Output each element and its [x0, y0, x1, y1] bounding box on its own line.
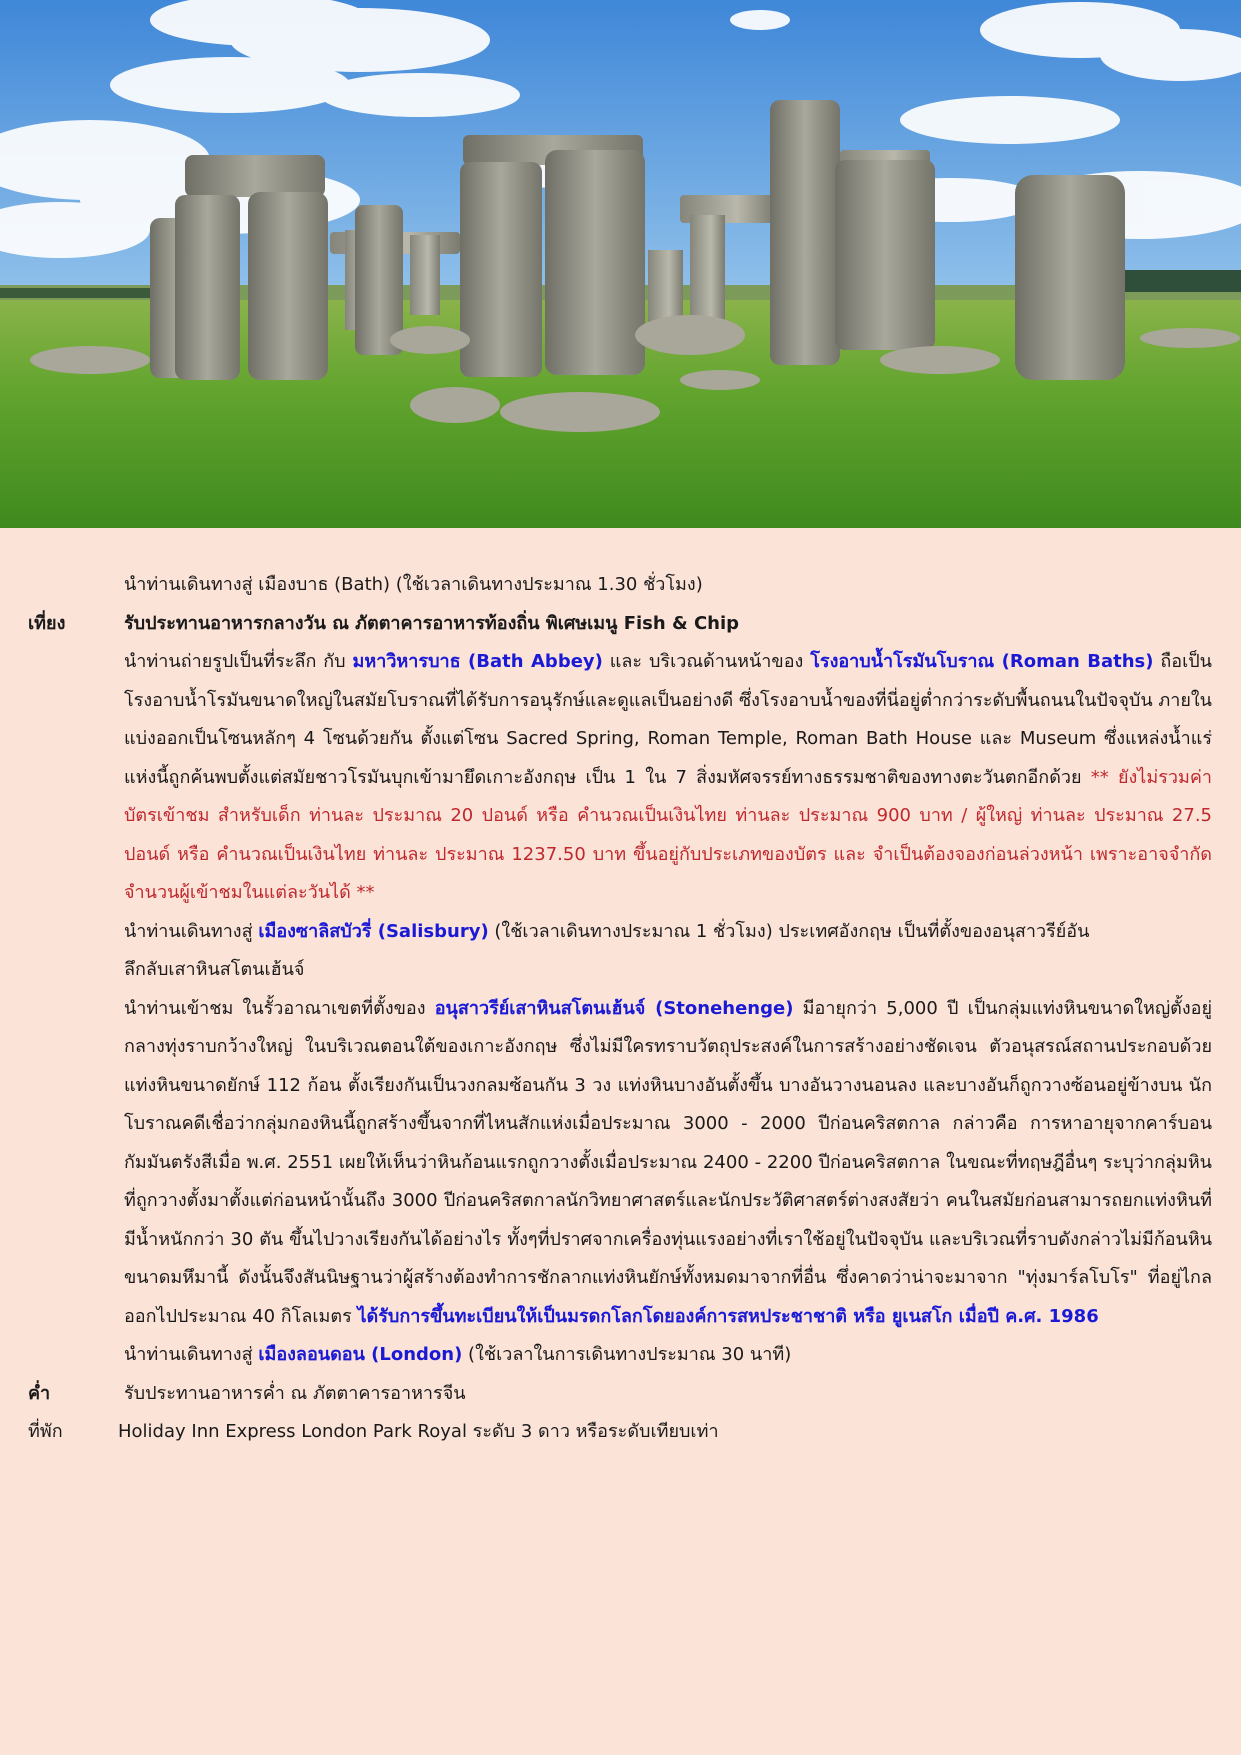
stonehenge-text-1: นำท่านเข้าชม ในรั้วอาณาเขตที่ตั้งของ — [124, 997, 435, 1019]
itinerary-row-salisbury — [28, 913, 1212, 990]
london-text-2: (ใช้เวลาในการเดินทางประมาณ 30 นาที) — [462, 1344, 792, 1365]
lunch-text: รับประทานอาหารกลางวัน ณ ภัตตาคารอาหารท้องถิ่น พิเศษเมนู Fish & Chip — [124, 612, 740, 634]
dinner-label: ค่ำ — [28, 1382, 51, 1404]
dinner-text: รับประทานอาหารค่ำ ณ ภัตตาคารอาหารจีน — [124, 1382, 466, 1404]
roman-baths-highlight: โรงอาบน้ำโรมันโบราณ (Roman Baths) — [810, 651, 1154, 672]
bath-abbey-text-3: ถือเป็นโรงอาบน้ำโรมันขนาดใหญ่ในสมัยโบราณที่ได้รับการอนุรักษ์และดูแลเป็นอย่างดี ซึ่งโรงอาบน้ำของที่นี่อยู่ต่ำกว่าระดับพื้นถนนในปัจจุบัน ภายในแบ่งออกเป็นโซนหลักๆ 4 โซนด้วยกัน ตั้งแต่โซน Sacred Spring, Roman Temple, Roman Bath House และ Museum ซึ่งแหล่งน้ำแร่แห่งนี้ถูกค้นพบตั้งแต่สมัยชาวโรมันบุกเข้ามายึดเกาะอังกฤษ เป็น 1 ใน 7 สิ่งมหัศจรรย์ทางธรรมชาติของทางตะวันตกอีกด้วย — [124, 651, 1212, 788]
itinerary-row-hotel — [28, 1413, 1212, 1452]
row-label-empty — [28, 566, 124, 605]
row-label-empty — [28, 990, 124, 1337]
stonehenge-text-2: มีอายุกว่า 5,000 ปี เป็นกลุ่มแท่งหินขนาดใหญ่ตั้งอยู่กลางทุ่งราบกว้างใหญ่ ในบริเวณตอนใต้ของเกาะอังกฤษ ซึ่งไม่มีใครทราบวัตถุประสงค์ในการสร้างอย่างชัดเจน ตัวอนุสรณ์สถานประกอบด้วยแท่งหินขนาดยักษ์ 112 ก้อน ตั้งเรียงกันเป็นวงกลมซ้อนกัน 3 วง แท่งหินบางอันตั้งขึ้น บางอันวางนอนลง และบางอันก็ถูกวางซ้อนอยู่ข้างบน นักโบราณคดีเชื่อว่ากลุ่มกองหินนี้ถูกสร้างขึ้นจากที่ไหนสักแห่งเมื่อประมาณ 3000 - 2000 ปีก่อนคริสตกาล กล่าวคือ การหาอายุจากคาร์บอนกัมมันตรังสีเมื่อ พ.ศ. 2551 เผยให้เห็นว่าหินก้อนแรกถูกวางตั้งเมื่อประมาณ 2400 - 2200 ปีก่อนคริสตกาล ในขณะที่ทฤษฎีอื่นๆ ระบุว่ากลุ่มหินที่ถูกวางตั้งมาตั้งแต่ก่อนหน้านั้นถึง 3000 ปีก่อนคริสตกาลนักวิทยาศาสตร์และนักประวัติศาสตร์ต่างสงสัยว่า คนในสมัยก่อนสามารถยกแท่งหินที่มีน้ำหนักกว่า 30 ตัน ขึ้นไปวางเรียงกันได้อย่างไร ทั้งๆที่ปราศจากเครื่องทุ่นแรงอย่างที่เราใช้อยู่ในปัจจุบัน และบริเวณที่ราบดังกล่าวไม่มีก้อนหินขนาดมหึมานี้ ดังนั้นจึงสันนิษฐานว่าผู้สร้างต้องทำการชักลากแท่งหินยักษ์ทั้งหมดมาจากที่อื่น ซึ่งคาดว่าน่าจะมาจาก "ทุ่งมาร์ลโบโร" ที่อยู่ไกลออกไปประมาณ 40 กิโลเมตร — [124, 997, 1212, 1327]
bath-abbey-text-1: นำท่านถ่ายรูปเป็นที่ระลึก กับ — [124, 651, 353, 672]
itinerary-row-bath — [28, 566, 1212, 605]
bath-abbey-highlight: มหาวิหารบาธ (Bath Abbey) — [352, 651, 603, 672]
travel-to-bath: นำท่านเดินทางสู่ เมืองบาธ (Bath) (ใช้เวลาเดินทางประมาณ 1.30 ชั่วโมง) — [124, 574, 703, 595]
stonehenge-paragraph — [124, 990, 1212, 1337]
salisbury-paragraph — [124, 913, 1212, 990]
row-label-empty — [28, 1336, 124, 1375]
itinerary-row-london — [28, 1336, 1212, 1375]
ticket-price-note: ** ยังไม่รวมค่าบัตรเข้าชม สำหรับเด็ก ท่านละ ประมาณ 20 ปอนด์ หรือ คำนวณเป็นเงินไทย ท่านละ ประมาณ 900 บาท / ผู้ใหญ่ ท่านละ ประมาณ 27.5 ปอนด์ หรือ คำนวณเป็นเงินไทย ท่านละ ประมาณ 1237.50 บาท ขึ้นอยู่กับประเภทของบัตร และ จำเป็นต้องจองก่อนล่วงหน้า เพราะอาจจำกัดจำนวนผู้เข้าชมในแต่ละวันได้ ** — [124, 766, 1212, 903]
itinerary-row-lunch — [28, 605, 1212, 644]
itinerary-row-stonehenge — [28, 990, 1212, 1337]
salisbury-text-2: (ใช้เวลาเดินทางประมาณ 1 ชั่วโมง) ประเทศอังกฤษ เป็นที่ตั้งของอนุสาวรีย์อันลึกลับเสาหินสโตนเฮ้นจ์ — [124, 920, 1090, 980]
salisbury-text-1: นำท่านเดินทางสู่ — [124, 920, 259, 942]
unesco-highlight: ได้รับการขึ้นทะเบียนให้เป็นมรดกโลกโดยองค์การสหประชาชาติ หรือ ยูเนสโก เมื่อปี ค.ศ. 1986 — [357, 1305, 1099, 1327]
lunch-label: เที่ยง — [28, 612, 66, 634]
bath-abbey-text-2: และ บริเวณด้านหน้าของ — [602, 651, 811, 672]
salisbury-highlight: เมืองซาลิสบัวรี่ (Salisbury) — [258, 920, 489, 942]
row-label-empty — [28, 643, 124, 913]
london-paragraph — [124, 1336, 1212, 1375]
london-text-1: นำท่านเดินทางสู่ — [124, 1344, 259, 1365]
itinerary-row-dinner — [28, 1375, 1212, 1414]
row-label-empty — [28, 913, 124, 990]
hotel-text: Holiday Inn Express London Park Royal ระดับ 3 ดาว หรือระดับเทียบเท่า — [118, 1421, 719, 1442]
itinerary-row-bath-abbey — [28, 643, 1212, 913]
itinerary-content — [28, 566, 1212, 1452]
stonehenge-photo — [0, 0, 1241, 528]
hotel-label: ที่พัก — [28, 1421, 63, 1442]
bath-abbey-paragraph — [124, 643, 1212, 913]
london-highlight: เมืองลอนดอน (London) — [258, 1344, 463, 1365]
stonehenge-highlight: อนุสาวรีย์เสาหินสโตนเฮ้นจ์ (Stonehenge) — [434, 997, 794, 1019]
